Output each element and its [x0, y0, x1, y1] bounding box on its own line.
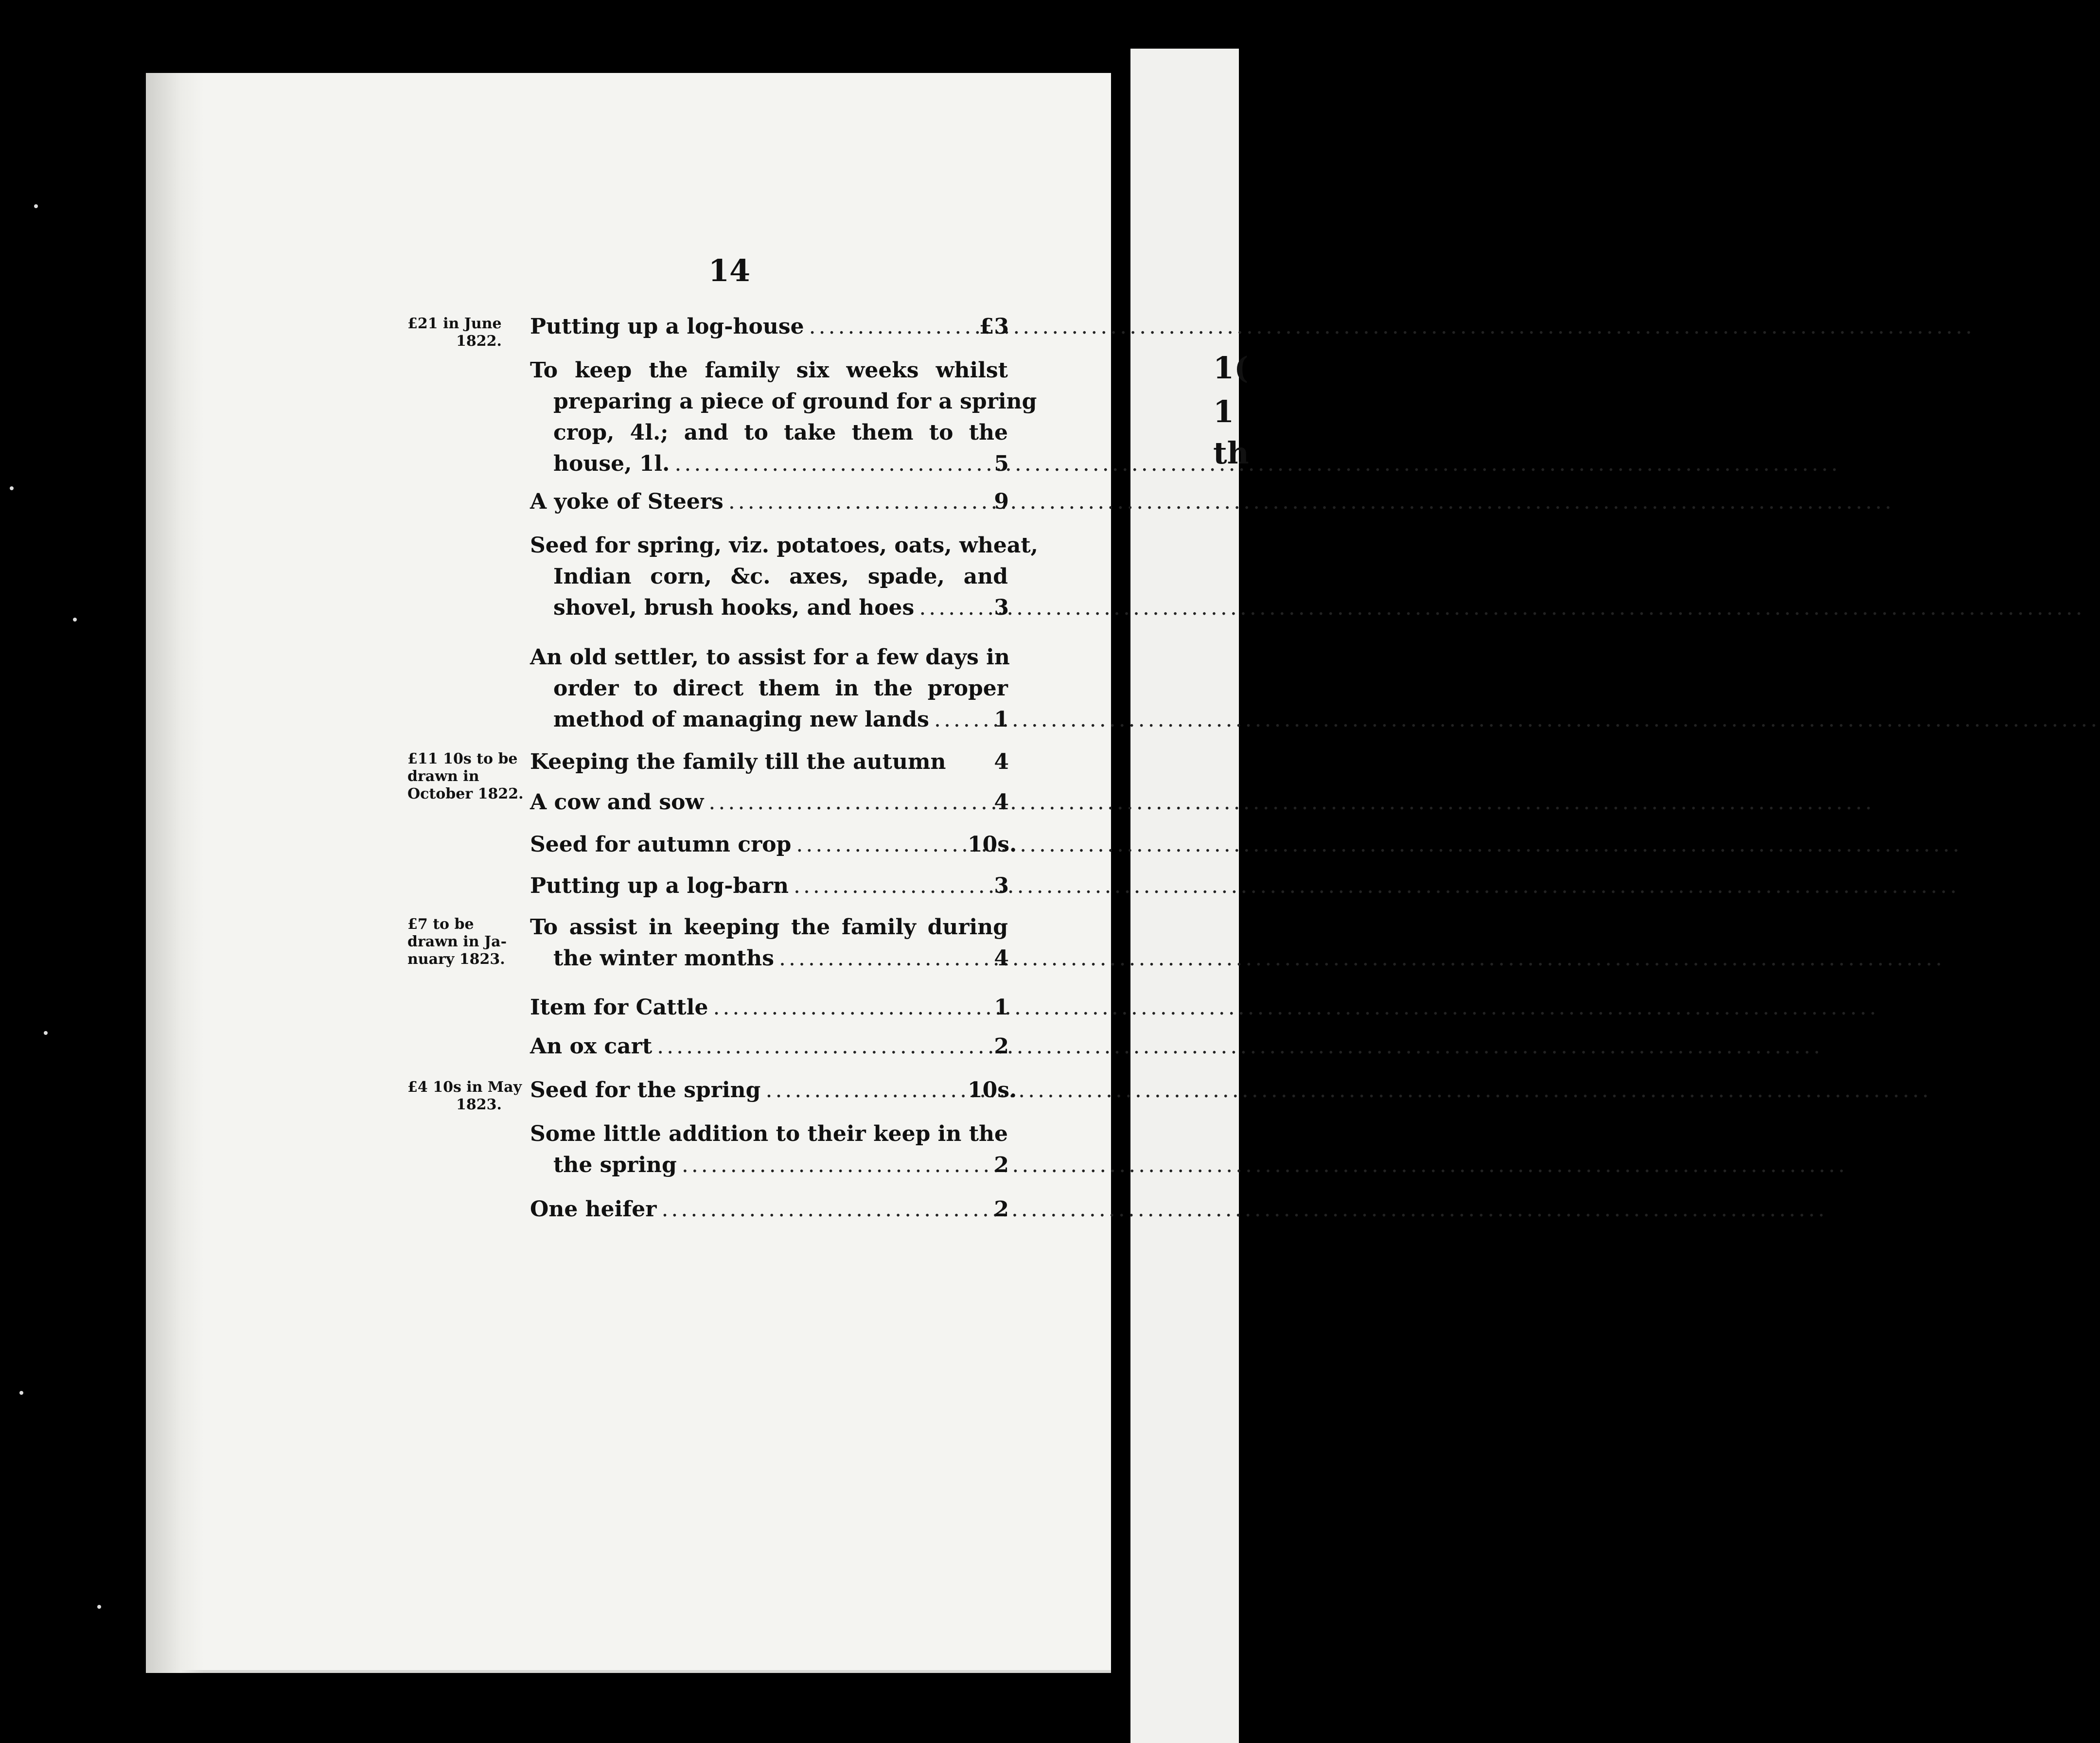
entry-amount: 4 — [994, 946, 1009, 971]
entry-text: Item for Cattle — [530, 995, 708, 1020]
entry-line — [530, 1119, 1008, 1150]
entry-text: An ox cart — [530, 1034, 653, 1059]
entry-text: Seed for autumn crop — [530, 832, 792, 857]
entry-amount: 10s. — [968, 1078, 1017, 1103]
facing-page-fragment: th — [1213, 435, 1249, 471]
entry-line — [530, 912, 1008, 943]
entry-text: preparing a piece of ground for a spring — [553, 389, 1037, 414]
ledger-entry — [530, 912, 1008, 974]
margin-note-line: October 1822. — [407, 785, 524, 802]
entry-text: shovel, brush hooks, and hoes — [553, 595, 915, 620]
ledger-entry — [530, 1194, 1008, 1225]
margin-note — [407, 750, 525, 803]
ledger-entry — [530, 486, 1008, 517]
scan-speck — [44, 1031, 48, 1035]
entry-line — [530, 747, 1008, 778]
entry-text: order to direct them in the proper — [553, 676, 1008, 701]
entry-line — [530, 592, 1008, 623]
margin-note — [407, 916, 525, 968]
entry-line — [530, 311, 1008, 342]
entry-line — [530, 355, 1008, 386]
margin-note-line: £7 to be — [407, 916, 474, 933]
entry-line — [530, 561, 1008, 592]
entry-line — [530, 642, 1008, 673]
entry-text: One heifer — [530, 1197, 657, 1222]
margin-note-line: £11 10s to be — [407, 750, 518, 767]
leader-dots — [934, 704, 2100, 735]
leader-dots — [779, 943, 1945, 974]
leader-dots — [765, 1075, 1931, 1106]
margin-note-line: 1822. — [456, 333, 502, 350]
entry-line — [530, 992, 1008, 1023]
entry-text: Seed for the spring — [530, 1078, 761, 1103]
margin-note-line: drawn in Ja- — [407, 933, 507, 950]
entry-amount: 1 — [994, 995, 1009, 1020]
scan-speck — [19, 1391, 23, 1395]
entry-amount: 3 — [994, 873, 1009, 898]
entry-line — [530, 829, 1017, 860]
ledger-entry — [530, 1119, 1008, 1181]
entry-text: Putting up a log-barn — [530, 873, 789, 898]
entry-text: A cow and sow — [530, 790, 704, 815]
margin-note-line: nuary 1823. — [407, 951, 505, 968]
entry-amount: 2 — [994, 1197, 1009, 1222]
entry-amount: 3 — [994, 595, 1009, 620]
entry-text: Keeping the family till the autumn — [530, 749, 946, 774]
entry-text: Seed for spring, viz. potatoes, oats, wheat, — [530, 533, 1038, 558]
facing-page-fragment: 1( — [1213, 350, 1249, 386]
leader-dots — [708, 787, 1874, 818]
page-binding-shadow — [146, 73, 204, 1673]
entry-text: crop, 4l.; and to take them to the — [553, 420, 1008, 445]
ledger-entry — [530, 311, 1008, 342]
entry-text: A yoke of Steers — [530, 489, 724, 514]
ledger-entry — [530, 642, 1008, 735]
ledger-entry — [530, 355, 1037, 480]
scan-speck — [34, 204, 38, 208]
ledger-entry — [530, 1075, 1017, 1106]
entry-line — [530, 787, 1008, 818]
page-number: 14 — [708, 253, 751, 288]
entry-line — [530, 448, 1008, 480]
entry-line — [530, 673, 1008, 704]
margin-note-line: £4 10s in May — [407, 1079, 522, 1096]
leader-dots — [674, 448, 1840, 480]
scan-speck — [10, 486, 14, 490]
ledger-entry — [530, 530, 1038, 623]
entry-line — [530, 1031, 1008, 1062]
entry-line — [530, 943, 1008, 974]
entry-amount: 5 — [994, 451, 1009, 476]
entry-text: To assist in keeping the family during — [530, 915, 1008, 940]
entry-line — [530, 1075, 1017, 1106]
ledger-entry — [530, 871, 1008, 902]
margin-note-line: £21 in June — [407, 315, 502, 332]
leader-dots — [728, 486, 1894, 517]
entry-line — [530, 871, 1008, 902]
ledger-entry — [530, 992, 1008, 1023]
facing-page-fragment: 1 — [1213, 394, 1235, 429]
entry-line — [530, 530, 1038, 561]
ledger-entry — [530, 1031, 1008, 1062]
scan-speck — [97, 1605, 101, 1609]
ledger-entry — [530, 787, 1008, 818]
entry-text: Indian corn, &c. axes, spade, and — [553, 564, 1008, 589]
leader-dots — [682, 1150, 1848, 1181]
leader-dots — [661, 1194, 1827, 1225]
entry-line — [530, 1194, 1008, 1225]
entry-line — [530, 386, 1037, 417]
entry-amount: £3 — [979, 314, 1009, 339]
entry-line — [530, 704, 1008, 735]
entry-amount: 2 — [994, 1034, 1009, 1059]
entry-amount: 9 — [994, 489, 1009, 514]
ledger-entry — [530, 829, 1017, 860]
ledger-entry — [530, 747, 1008, 778]
margin-note — [407, 315, 525, 350]
margin-note — [407, 1079, 525, 1114]
entry-text: the winter months — [553, 946, 775, 971]
entry-line — [530, 1150, 1008, 1181]
entry-amount: 10s. — [968, 832, 1017, 857]
entry-text: the spring — [553, 1153, 677, 1177]
entry-text: house, 1l. — [553, 451, 670, 476]
entry-line — [530, 417, 1008, 448]
margin-note-line: drawn in — [407, 768, 479, 785]
entry-line — [530, 486, 1008, 517]
entry-text: An old settler, to assist for a few days in — [530, 645, 1010, 670]
entry-amount: 4 — [994, 790, 1009, 815]
scan-speck — [73, 618, 77, 622]
entry-amount: 2 — [994, 1153, 1009, 1177]
entry-text: method of managing new lands — [553, 707, 929, 732]
leader-dots — [657, 1031, 1823, 1062]
entry-text: Some little addition to their keep in the — [530, 1121, 1008, 1146]
margin-note-line: 1823. — [456, 1096, 502, 1113]
entry-amount: 1 — [994, 707, 1009, 732]
entry-text: To keep the family six weeks whilst — [530, 358, 1008, 383]
leader-dots — [713, 992, 1879, 1023]
entry-amount: 4 — [994, 749, 1009, 774]
entry-text: Putting up a log-house — [530, 314, 804, 339]
leader-dots — [919, 592, 2085, 623]
